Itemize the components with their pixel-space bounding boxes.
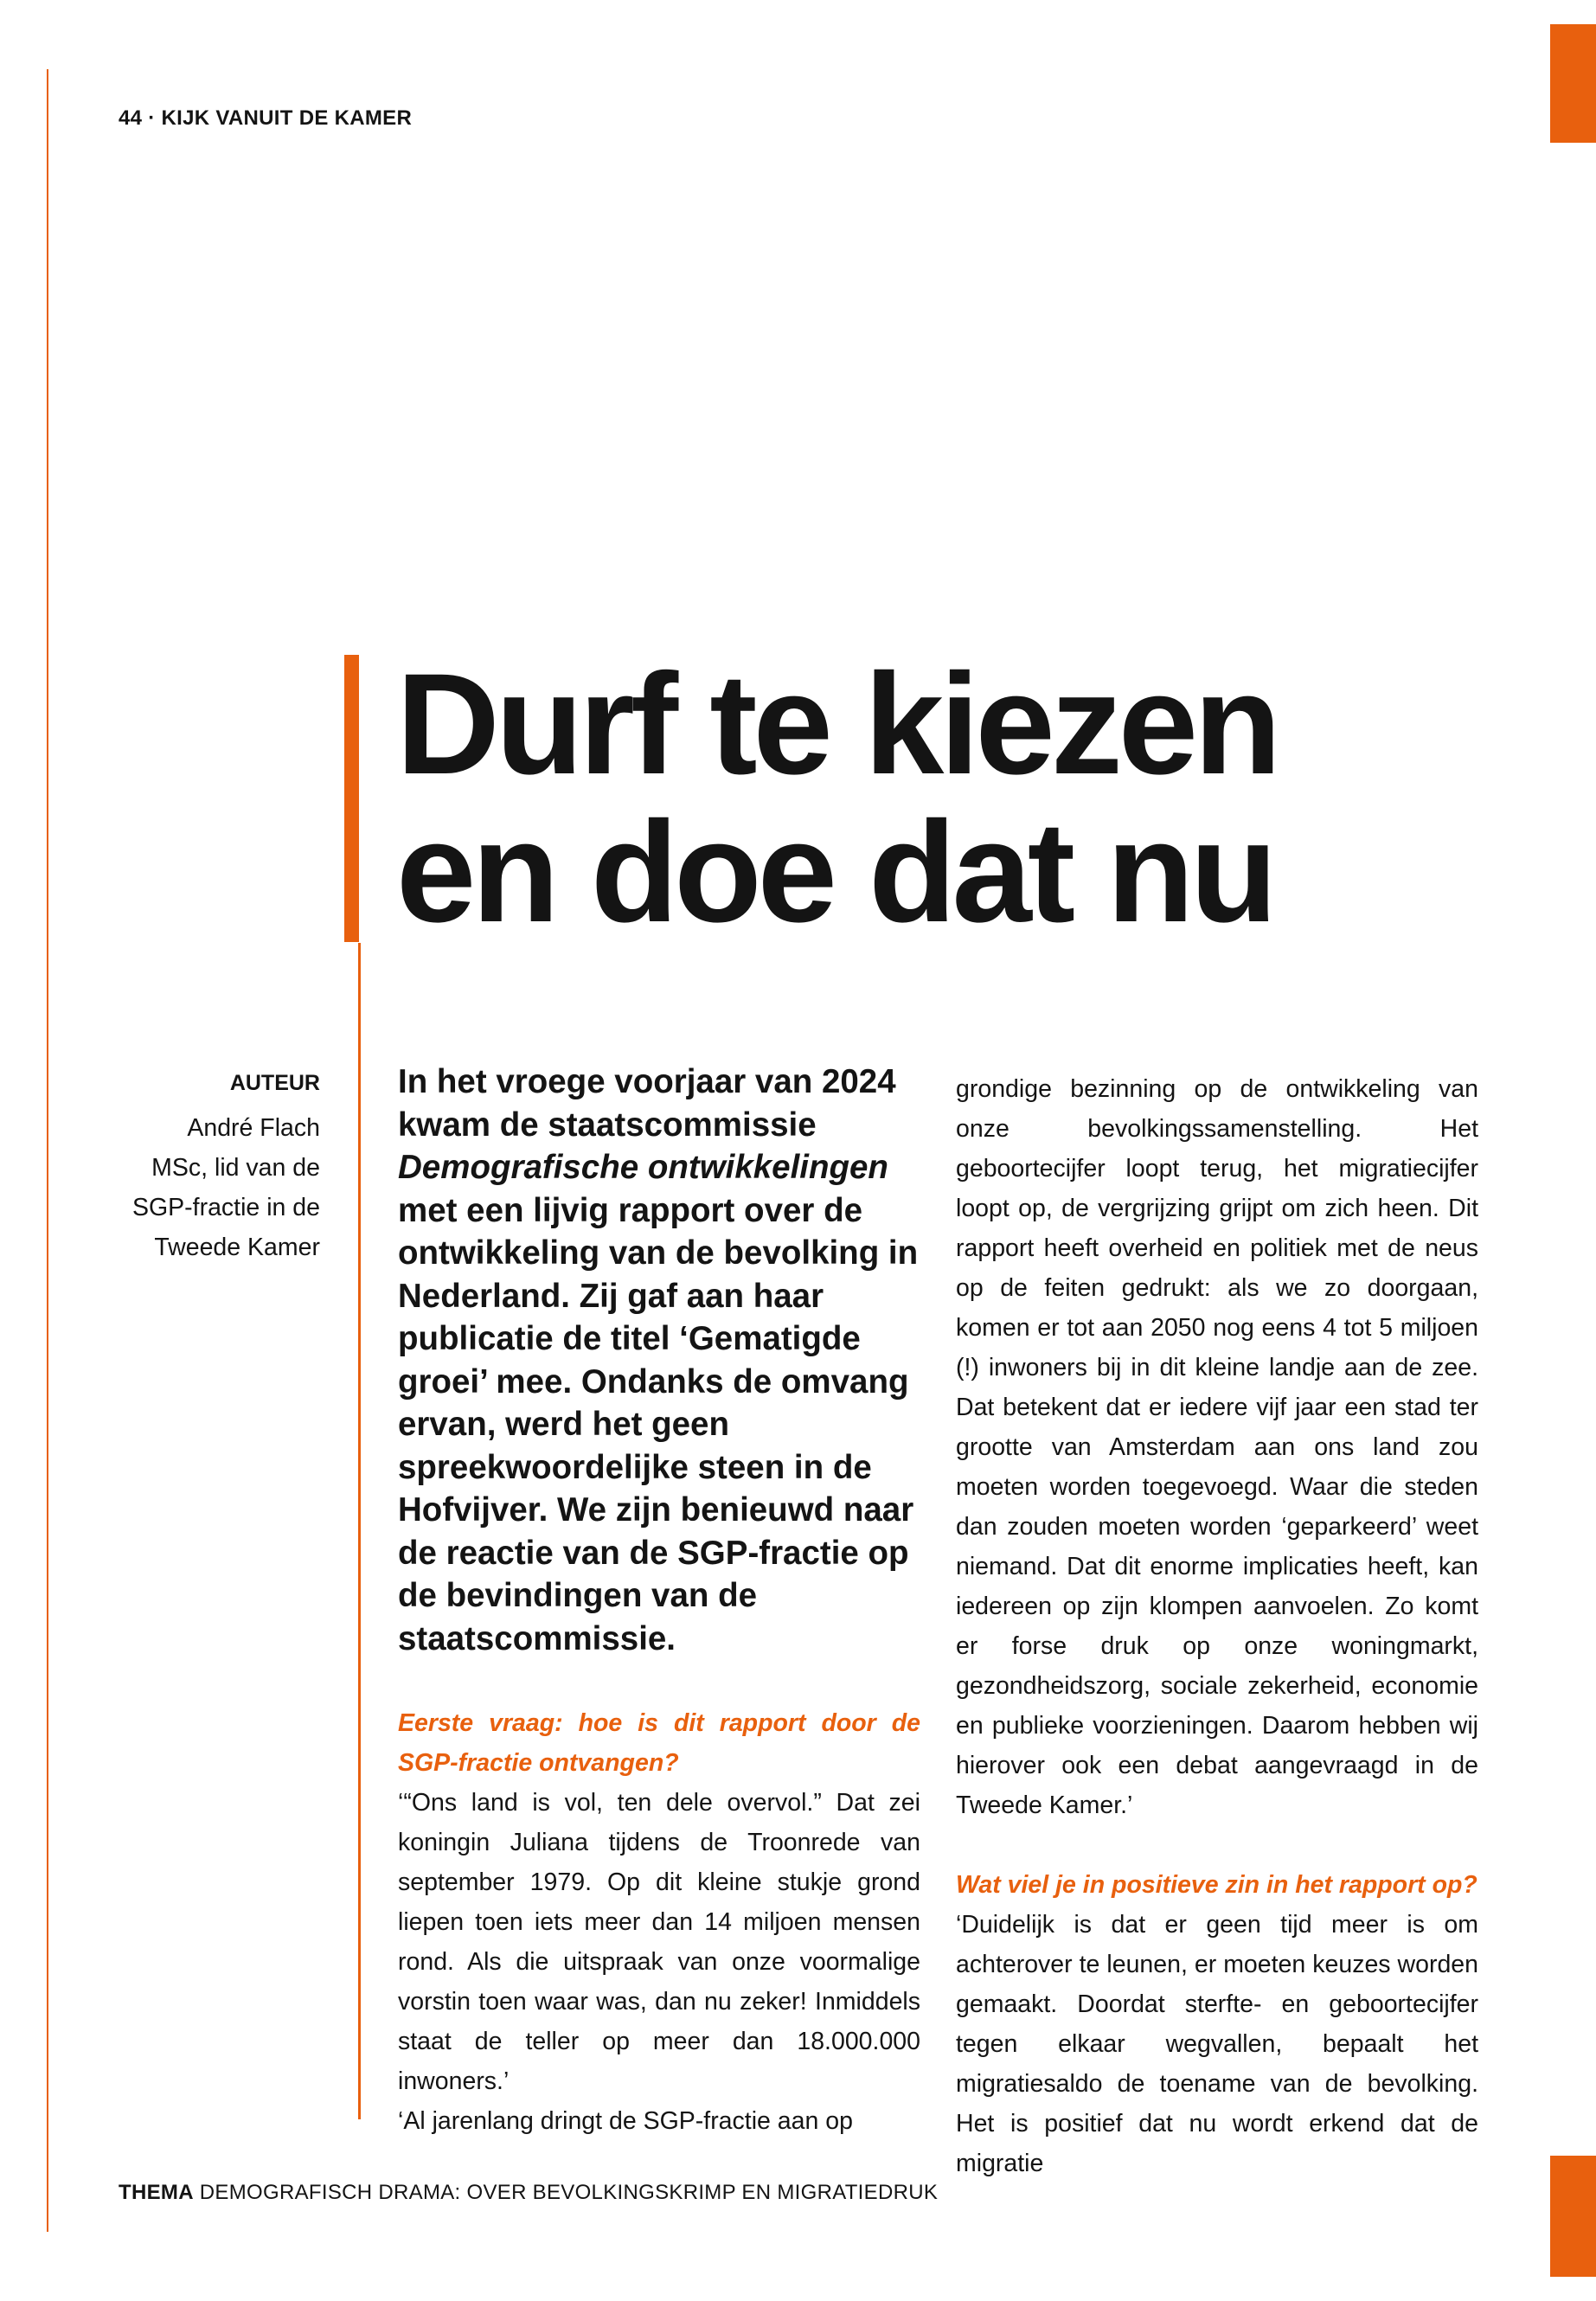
article-title xyxy=(396,644,1521,952)
author-line: SGP-fractie in de xyxy=(131,1194,320,1221)
left-margin-rule xyxy=(47,69,48,2232)
author-line: Tweede Kamer xyxy=(154,1234,320,1261)
intro-text-1: In het vroege voorjaar van 2024 kwam de staatscommissie xyxy=(398,1063,896,1144)
intro-paragraph xyxy=(398,1061,926,1660)
footer-theme-label: THEMA xyxy=(119,2181,194,2204)
bottom-right-tab xyxy=(1550,2156,1596,2277)
section-name: KIJK VANUIT DE KAMER xyxy=(161,106,413,130)
author-label: AUTEUR xyxy=(229,1071,320,1095)
title-accent-bar xyxy=(344,655,359,942)
intro-italic-text: Demografische ontwikkelingen xyxy=(398,1149,888,1186)
answer-1-paragraph-2-start: ‘Al jarenlang dringt de SGP-fractie aan op xyxy=(398,2107,853,2135)
title-line-2: en doe dat nu xyxy=(396,792,1273,952)
answer-1-paragraph-2-continued: grondige bezinning op de ontwikkeling van onze bevolkingssamenstelling. Het geboortecijfer loopt terug, het migratiecijfer loopt op, de vergrijzing grijpt om zich heen. Dit rapport heeft overheid en politiek met de neus op de feiten gedrukt: als we zo doorgaan, komen er tot aan 2050 nog eens 4 tot 5 miljoen (!) inwoners bij in dit kleine landje aan de zee. Dat betekent dat er iedere vijf jaar een stad ter grootte van Amsterdam aan ons land zou moeten worden toegevoegd. Waar die steden dan zouden moeten worden ‘geparkeerd’ weet niemand. Dat dit enorme implicaties heeft, kan iedereen op zijn klompen aanvoelen. Zo komt er forse druk op onze woningmarkt, gezondheidszorg, sociale zekerheid, economie en publieke voorzieningen. Daarom hebben wij hierover ook een debat aangevraagd in de Tweede Kamer.’ xyxy=(956,1075,1478,1819)
answer-1-paragraph-1: ‘“Ons land is vol, ten dele overvol.” Dat zei koningin Juliana tijdens de Troonrede van september 1979. Op dit kleine stukje grond liepen toen iets meer dan 14 miljoen mensen rond. Als die uitspraak van onze voormalige vorstin toen waar was, dan nu zeker! Inmiddels staat de teller op meer dan 18.000.000 inwoners.’ xyxy=(398,1789,920,2095)
question-2: Wat viel je in positieve zin in het rapport op? xyxy=(956,1871,1477,1899)
author-line: André Flach xyxy=(187,1114,320,1142)
footer-theme-text: DEMOGRAFISCH DRAMA: OVER BEVOLKINGSKRIMP EN MIGRATIEDRUK xyxy=(199,2181,939,2204)
header-separator: · xyxy=(148,106,156,130)
question-1: Eerste vraag: hoe is dit rapport door de SGP-fractie ontvangen? xyxy=(398,1709,920,1777)
running-footer xyxy=(119,2181,938,2205)
running-header xyxy=(119,106,412,131)
intro-text-2: met een lijvig rapport over de ontwikkeling van de bevolking in Nederland. Zij gaf aan haar publicatie de titel ‘Gematigde groei’ mee. Ondanks de omvang ervan, werd het geen spreekwoordelijke steen in de Hofvijver. We zijn benieuwd naar de reactie van de SGP-fractie op de bevindingen van de staatscommissie. xyxy=(398,1191,919,1657)
author-line: MSc, lid van de xyxy=(151,1154,320,1182)
top-right-tab xyxy=(1550,24,1596,143)
column-1-body xyxy=(398,1703,920,2141)
author-info xyxy=(95,1108,320,1267)
title-line-1: Durf te kiezen xyxy=(396,644,1278,804)
column-2-body xyxy=(956,1069,1478,2183)
page-number: 44 xyxy=(119,106,143,130)
answer-2: ‘Duidelijk is dat er geen tijd meer is om achterover te leunen, er moeten keuzes worden gemaakt. Doordat sterfte- en geboortecijfer tegen elkaar wegvallen, bepaalt het migratiesaldo de toename van de bevolking. Het is positief dat nu wordt erkend dat de migratie xyxy=(956,1911,1478,2177)
column-divider-rule xyxy=(358,943,361,2119)
